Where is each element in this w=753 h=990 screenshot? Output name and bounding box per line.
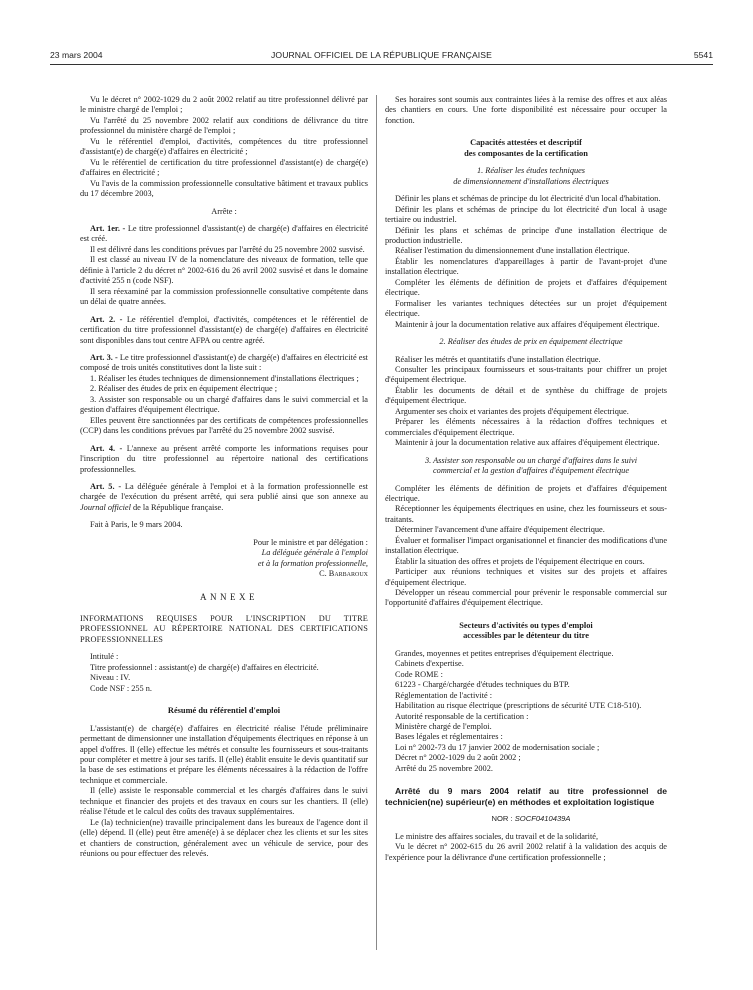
article-3-item-1: 1. Réaliser les études techniques de dimensionnement d'installations électriques ; [90,373,359,383]
article-1-p3: Il est classé au niveau IV de la nomenclature des niveaux de formation, telle que définie à l'article 2 du décret n° 2002-616 du 26 avril 2002 susvisé et dans le domaine d'activité 255 n (code NSF). [80,255,368,286]
article-1 [80,224,368,245]
sec1-item-3: Définir les plans et schémas de principe d'une installation électrique de production industrielle. [385,225,667,245]
sec1-item-8: Maintenir à jour la documentation relative aux affaires d'équipement électrique. [395,319,660,329]
secteurs-p2: Cabinets d'expertise. [395,659,464,669]
article-1-label: Art. 1er. - [90,223,126,233]
bases-label: Bases légales et réglementaires : [395,732,503,742]
article-2 [80,315,368,346]
secteurs-p1: Grandes, moyennes et petites entreprises d'équipement électrique. [395,648,614,658]
sec3-item-2: Réceptionner les équipements électriques en usine, chez les fournisseurs et sous-traitants. [385,504,667,524]
nor-label: NOR : [491,814,515,824]
visa-4: Vu le référentiel de certification du titre professionnel d'assistant(e) de chargé(e) d'affaires en électricité ; [80,157,368,178]
rome-code: 61223 - Chargé/chargée d'études techniques du BTP. [395,680,570,690]
page-header [50,49,713,61]
resume-p3: Le (la) technicien(ne) travaille principalement dans les bureaux de l'agence dont il (elle) dépend. Il (elle) peut être amené(e) à se déplacer chez les clients et sur les sites et chantiers de construction, généralement avec un véhicule de service, pour des réunions ou pour effectuer des relevés. [80,817,368,859]
article-3-item-3: 3. Assister son responsable ou un chargé d'affaires dans le suivi commercial et la gestion d'affaires d'équipement électrique. [80,394,368,415]
secteurs-title-2: accessibles par le détenteur du titre [463,631,589,641]
article-3-text: Le titre professionnel d'assistant(e) de chargé(e) d'affaires en électricité est composé de trois unités constitutives dont la liste suit : [80,352,368,373]
right-column [385,95,667,863]
article-4 [80,444,368,475]
sec1-item-1: Définir les plans et schémas de principe du lot électricité d'un local d'habitation. [395,194,661,204]
sec3-item-1: Compléter les éléments de définition de projets et d'affaires d'équipement électrique. [385,483,667,503]
annexe-heading: ANNEXE [200,591,258,602]
habilitation: Habilitation au risque électrique (prescriptions de sécurité UTE C18-510). [395,701,642,711]
ministere: Ministère chargé de l'emploi. [395,722,492,732]
section-1-title-1: 1. Réaliser les études techniques [476,166,586,176]
sec2-item-5: Préparer les éléments nécessaires à la rédaction d'offres techniques et commerciales d'équipement électrique. [385,417,667,437]
section-2-title: 2. Réaliser des études de prix en équipement électrique [439,337,623,347]
sec1-item-4: Réaliser l'estimation du dimensionnement d'une installation électrique. [395,246,630,256]
sec2-item-3: Établir les documents de détail et de synthèse du chiffrage de projets d'équipement électrique. [385,385,667,406]
article-3 [80,353,368,374]
secteurs-title-1: Secteurs d'activités ou types d'emploi [459,620,593,630]
article-5-text-a: La déléguée générale à l'emploi et à la formation professionnelle est chargée de l'exécution du présent arrêté, qui sera publié ainsi que son annexe au [80,481,368,502]
article-3-label: Art. 3. - [90,352,118,362]
section-3-title-2: commercial et la gestion d'affaires d'équipement électrique [432,466,630,476]
resume-p2: Il (elle) assiste le responsable commercial et les chargés d'affaires dans le suivi technique et financier des projets et des travaux en cours sur les chantiers. Il (elle) réalise l'étude et le calcul des coûts des travaux supplémentaires. [80,786,368,817]
niveau: Niveau : IV. [90,673,131,683]
sec2-item-2: Consulter les principaux fournisseurs et sous-traitants pour chiffrer un projet d'équipement électrique. [385,364,667,385]
sec3-item-4: Évaluer et formaliser l'impact organisationnel et financier des modifications d'une installation électrique. [385,535,667,556]
signature-line-3: et à la formation professionnelle, [257,558,368,568]
arrete-reference: Arrêté du 25 novembre 2002. [395,763,493,773]
right-intro: Ses horaires sont soumis aux contraintes liées à la remise des offres et aux aléas des chantiers en cours. Une forte disponibilité est nécessaire pour occuper la fonction. [385,95,667,125]
signature-line-1: Pour le ministre et par délégation : [253,537,368,547]
article-5-label: Art. 5. - [90,481,122,491]
signature-name: C. Barbaroux [319,569,368,579]
article-3-ccp: Elles peuvent être sanctionnées par des certificats de compétences professionnelles (CCP) dans les conditions prévues par l'arrêté du 25 novembre 2002 susvisé. [80,415,368,436]
article-5-text-b: de la République française. [130,502,224,512]
header-date: 23 mars 2004 [50,50,103,60]
visa-2: Vu l'arrêté du 25 novembre 2002 relatif aux conditions de délivrance du titre professionnel du ministère chargé de l'emploi ; [80,115,368,136]
resume-p1: L'assistant(e) de chargé(e) d'affaires en électricité réalise l'étude préliminaire permettant de dimensionner une installation d'équipements électriques en réponse à un appel d'offres. Il (elle) effectue les métrés et consulte les fournisseurs et sous-traitants pour compléter et mettre à jour ses tarifs. Il (elle) établit ensuite le devis quantitatif sur la base de ses estimations et prépare les éléments nécessaires à la rédaction de l'offre technique et commerciale. [80,723,368,785]
article-1-text: Le titre professionnel d'assistant(e) de chargé(e) d'affaires en électricité est créé. [80,223,368,244]
reglementation-label: Réglementation de l'activité : [395,690,493,700]
visa-1: Vu le décret n° 2002-1029 du 2 août 2002 relatif au titre professionnel délivré par le ministre chargé de l'emploi ; [80,95,368,115]
article-5 [80,482,368,513]
article-3-item-2: 2. Réaliser des études de prix en équipement électrique ; [90,384,278,394]
resume-title: Résumé du référentiel d'emploi [167,706,281,716]
sec2-item-6: Maintenir à jour la documentation relative aux affaires d'équipement électrique. [395,438,660,448]
visa-3: Vu le référentiel d'emploi, d'activités, compétences du titre professionnel d'assistant(e) de chargé(e) d'affaires en électricité ; [80,136,368,157]
code-nsf: Code NSF : 255 n. [90,683,153,693]
column-divider [376,95,377,950]
article-2-text: Le référentiel d'emploi, d'activités, compétences et le référentiel de certification du titre professionnel d'assistant(e) de chargé(e) d'affaires en électricité sont disponibles dans tout centre AFPA ou centre agréé. [80,314,368,345]
article-4-text: L'annexe au présent arrêté comporte les informations requises pour l'inscription du titre professionnel au répertoire national des certifications professionnelles. [80,443,368,474]
decret: Décret n° 2002-1029 du 2 août 2002 ; [395,753,521,763]
loi: Loi n° 2002-73 du 17 janvier 2002 de modernisation sociale ; [395,742,600,752]
section-1-title-2: de dimensionnement d'installations électriques [453,176,609,186]
visa-5: Vu l'avis de la commission professionnelle consultative bâtiment et travaux publics du 17 décembre 2003, [80,178,368,199]
article-1-p4: Il sera réexaminé par la commission professionnelle consultative compétente dans un délai de quatre années. [80,286,368,307]
autorite-label: Autorité responsable de la certification : [395,711,529,721]
info-title: INFORMATIONS REQUISES POUR L'INSCRIPTION DU TITRE PROFESSIONNEL AU RÉPERTOIRE NATIONAL DES CERTIFICATIONS PROFESSIONNELLES [80,614,368,644]
nor-code: SOCF0410439A [514,814,571,824]
sec3-item-7: Développer un réseau commercial pour prévenir le responsable commercial sur l'opportunité d'affaires d'équipement électrique. [385,588,667,608]
arrete-heading: Arrête : [211,206,237,216]
nor-line [385,814,667,824]
left-column [80,95,368,860]
header-journal-title: JOURNAL OFFICIEL DE LA RÉPUBLIQUE FRANÇAISE [271,50,492,60]
sec1-item-2: Définir les plans et schémas de principe du lot électricité d'un local à usage tertiaire ou industriel. [385,204,667,225]
header-rule [50,64,713,65]
section-3-title-1: 3. Assister son responsable ou un chargé d'affaires dans le suivi [424,455,638,465]
sec3-item-3: Déterminer l'avancement d'une affaire d'équipement électrique. [395,525,605,535]
sec1-item-6: Compléter les éléments de définition de projets et d'affaires d'équipement électrique. [385,277,667,298]
signature-line-2: La déléguée générale à l'emploi [261,548,368,558]
vu-decret-last: Vu le décret n° 2002-615 du 26 avril 2002 relatif à la validation des acquis de l'expérience pour la délivrance d'une certification professionnelle ; [385,842,667,862]
sec3-item-5: Établir la situation des offres et projets de l'équipement électrique en cours. [395,556,645,566]
rome-label: Code ROME : [395,669,443,679]
article-4-label: Art. 4. - [90,443,123,453]
article-5-journal: Journal officiel [80,502,131,512]
ministre-line: Le ministre des affaires sociales, du travail et de la solidarité, [395,831,599,841]
sec1-item-5: Établir les nomenclatures d'appareillages à partir de l'avant-projet d'une installation électrique. [385,256,667,277]
article-2-label: Art. 2. - [90,314,123,324]
new-arrete-title: Arrêté du 9 mars 2004 relatif au titre professionnel de technicien(ne) supérieur(e) en méthodes et exploitation logistique [385,786,667,807]
titre-professionnel: Titre professionnel : assistant(e) de chargé(e) d'affaires en électricité. [90,662,319,672]
sec1-item-7: Formaliser les variantes techniques détectées sur un projet d'équipement électrique. [385,298,667,319]
capacites-title-2: des composantes de la certification [464,148,588,158]
capacites-title-1: Capacités attestées et descriptif [470,138,582,148]
fait-a-paris: Fait à Paris, le 9 mars 2004. [90,520,183,530]
article-1-p2: Il est délivré dans les conditions prévues par l'arrêté du 25 novembre 2002 susvisé. [90,244,365,254]
intitule-label: Intitulé : [90,652,119,662]
sec2-item-4: Argumenter ses choix et variantes des projets d'équipement électrique. [395,406,629,416]
sec3-item-6: Participer aux réunions techniques et visites sur des projets et affaires d'équipement électrique. [385,567,667,587]
header-page-number: 5541 [693,50,713,60]
sec2-item-1: Réaliser les métrés et quantitatifs d'une installation électrique. [395,354,601,364]
